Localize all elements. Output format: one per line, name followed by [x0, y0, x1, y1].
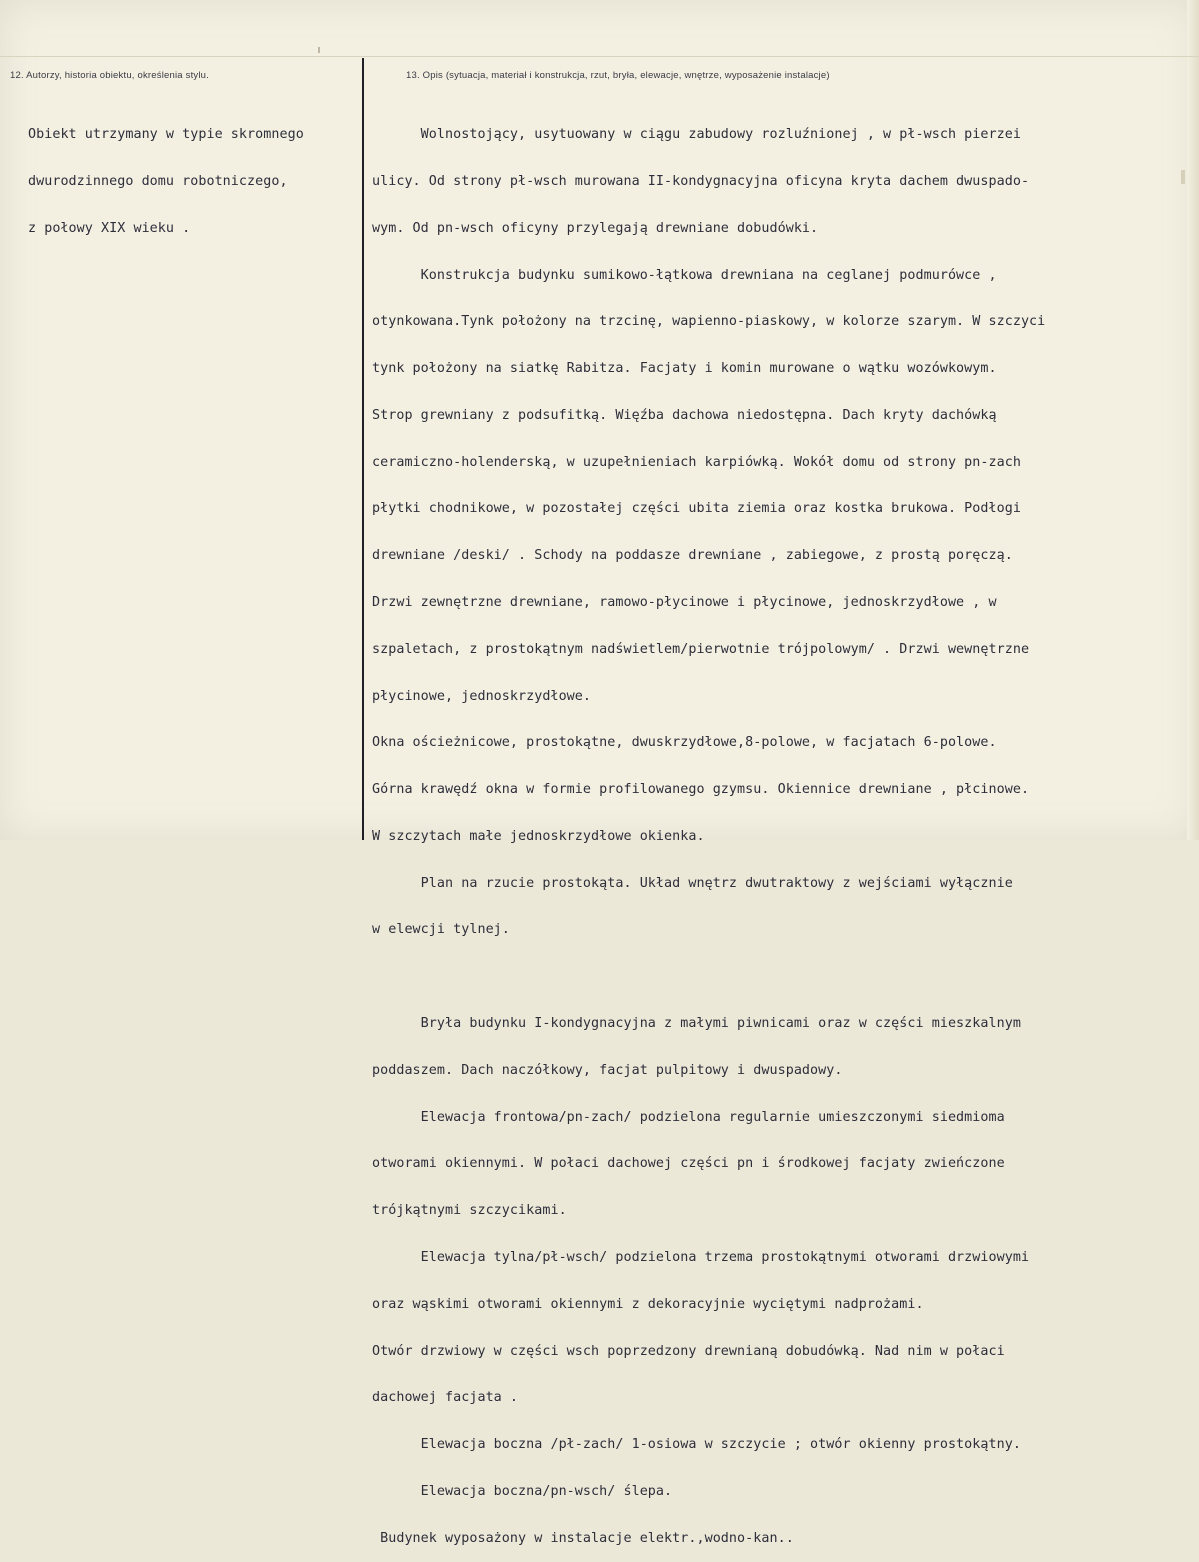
text-line: w elewcji tylnej. [372, 922, 510, 938]
text-line: ceramiczno-holenderską, w uzupełnieniach karpiówką. Wokół domu od strony pn-zach [372, 454, 1021, 470]
text-line: Górna krawędź okna w formie profilowanego gzymsu. Okiennice drewniane , płcinowe. [372, 782, 1030, 798]
text-line [372, 969, 1045, 985]
header-divider [0, 56, 1199, 57]
edge-mark [1181, 170, 1185, 184]
text-line: z połowy XIX wieku . [28, 220, 191, 236]
text-line: Elewacja frontowa/pn-zach/ podzielona regularnie umieszczonymi siedmioma [372, 1109, 1005, 1125]
authors-history-text [28, 96, 304, 252]
description-text [372, 96, 1045, 1562]
column-divider [362, 58, 364, 840]
text-line: Elewacja boczna /pł-zach/ 1-osiowa w szczycie ; otwór okienny prostokątny. [372, 1437, 1021, 1453]
field-12-header: 12. Autorzy, historia obiektu, określenia stylu. [10, 70, 209, 81]
text-line: Budynek wyposażony w instalacje elektr.,wodno-kan.. [372, 1530, 794, 1546]
text-line: W szczytach małe jednoskrzydłowe okienka. [372, 828, 705, 844]
text-line: otynkowana.Tynk położony na trzcinę, wapienno-piaskowy, w kolorze szarym. W szczyci [372, 314, 1046, 330]
text-line: otworami okiennymi. W połaci dachowej części pn i środkowej facjaty zwieńczone [372, 1156, 1005, 1172]
text-line: ulicy. Od strony pł-wsch murowana II-kondygnacyjna oficyna kryta dachem dwuspado- [372, 173, 1030, 189]
text-line: Strop grewniany z podsufitką. Więźba dachowa niedostępna. Dach kryty dachówką [372, 407, 997, 423]
text-line: płytki chodnikowe, w pozostałej części ubita ziemia oraz kostka brukowa. Podłogi [372, 501, 1021, 517]
text-line: Bryła budynku I-kondygnacyjna z małymi piwnicami oraz w części mieszkalnym [372, 1016, 1021, 1032]
text-line: Plan na rzucie prostokąta. Układ wnętrz dwutraktowy z wejściami wyłącznie [372, 875, 1013, 891]
text-line: dwurodzinnego domu robotniczego, [28, 173, 288, 189]
text-line: trójkątnymi szczycikami. [372, 1203, 567, 1219]
tick-mark [318, 47, 320, 53]
text-line: drewniane /deski/ . Schody na poddasze drewniane , zabiegowe, z prostą poręczą. [372, 548, 1013, 564]
text-line: szpaletach, z prostokątnym nadświetlem/pierwotnie trójpolowym/ . Drzwi wewnętrzne [372, 641, 1030, 657]
text-line: Drzwi zewnętrzne drewniane, ramowo-płycinowe i płycinowe, jednoskrzydłowe , w [372, 595, 997, 610]
text-line: wym. Od pn-wsch oficyny przylegają drewniane dobudówki. [372, 220, 819, 236]
text-line: Konstrukcja budynku sumikowo-łątkowa drewniana na ceglanej podmurówce , [372, 267, 997, 283]
text-line: Otwór drzwiowy w części wsch poprzedzony drewnianą dobudówką. Nad nim w połaci [372, 1343, 1005, 1359]
text-line: Okna ościeżnicowe, prostokątne, dwuskrzydłowe,8-polowe, w facjatach 6-polowe. [372, 735, 997, 751]
field-13-header: 13. Opis (sytuacja, materiał i konstrukcja, rzut, bryła, elewacje, wnętrze, wyposażenie instalacje) [406, 70, 830, 81]
text-line: Elewacja tylna/pł-wsch/ podzielona trzema prostokątnymi otworami drzwiowymi [372, 1249, 1030, 1265]
text-line: oraz wąskimi otworami okiennymi z dekoracyjnie wyciętymi nadprożami. [372, 1296, 924, 1312]
text-line: płycinowe, jednoskrzydłowe. [372, 688, 592, 704]
text-line: Elewacja boczna/pn-wsch/ ślepa. [372, 1483, 673, 1499]
text-line: dachowej facjata . [372, 1390, 519, 1406]
text-line: Obiekt utrzymany w typie skromnego [28, 127, 304, 143]
text-line: Wolnostojący, usytuowany w ciągu zabudowy rozluźnionej , w pł-wsch pierzei [372, 127, 1021, 143]
text-line: poddaszem. Dach naczółkowy, facjat pulpitowy i dwuspadowy. [372, 1062, 843, 1078]
card-edge [1187, 0, 1199, 840]
text-line: tynk położony na siatkę Rabitza. Facjaty i komin murowane o wątku wozówkowym. [372, 361, 997, 377]
